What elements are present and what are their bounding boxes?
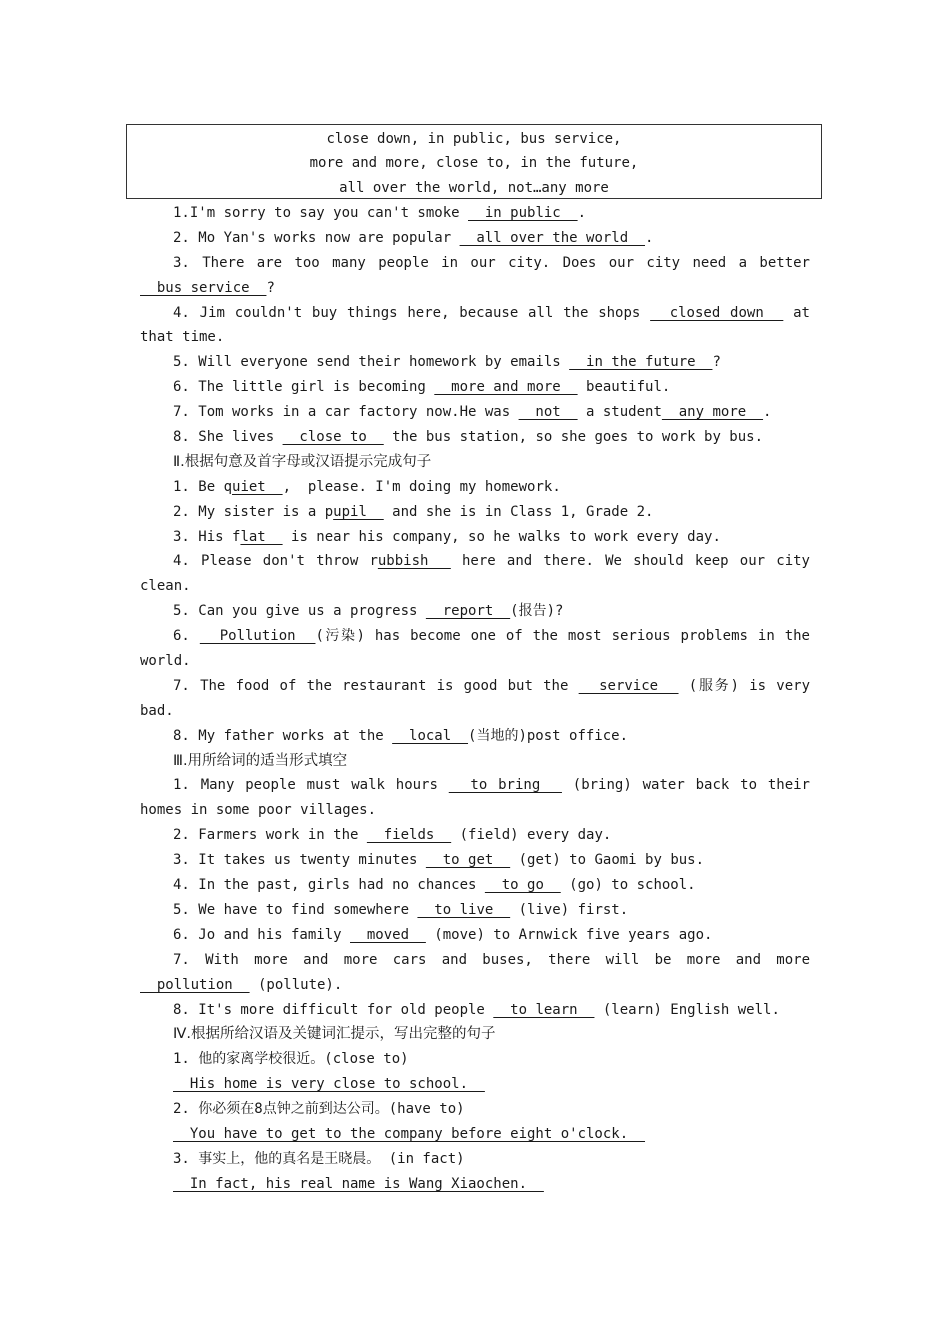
word-bank-line: close down, in public, bus service, (326, 131, 622, 147)
section-3-title: Ⅲ.用所给词的适当形式填空 (173, 752, 348, 769)
answer-blank: bus service (140, 279, 267, 296)
question-1-2: 2. Mo Yan's works now are popular all over the world . (173, 229, 654, 246)
question-1-1: 1.I'm sorry to say you can't smoke in public . (173, 205, 587, 221)
question-2-5: 5. Can you give us a progress report (报告)? (173, 603, 564, 620)
question-3-2: 2. Farmers work in the fields (field) every day. (173, 827, 612, 844)
question-2-3: 3. His flat is near his company, so he walks to work every day. (173, 528, 721, 545)
answer-blank: pollution (140, 976, 250, 993)
answer-blank: closed down (650, 304, 784, 321)
question-2-7-cont: bad. (140, 702, 174, 719)
answer-blank: more and more (434, 379, 578, 396)
question-3-7-cont: pollution (pollute). (140, 976, 343, 993)
question-3-3: 3. It takes us twenty minutes to get (get) to Gaomi by bus. (173, 852, 705, 869)
answer-blank: uiet (232, 478, 283, 495)
exercise-content (140, 201, 810, 1197)
answer-blank: lat (240, 528, 283, 545)
answer-blank: You have to get to the company before eight o'clock. (173, 1125, 646, 1142)
question-1-4: 4. Jim couldn't buy things here, because all the shops closed down at (173, 304, 810, 321)
answer-blank: In fact, his real name is Wang Xiaochen. (173, 1175, 544, 1192)
answer-4-3 (140, 1172, 810, 1197)
answer-blank: report (425, 603, 511, 620)
question-3-5: 5. We have to find somewhere to live (live) first. (173, 901, 629, 918)
question-4-1: 1. 他的家离学校很近。(close to) (173, 1051, 409, 1068)
question-3-6: 6. Jo and his family moved (move) to Arnwick five years ago. (173, 926, 713, 943)
answer-blank: in public (468, 205, 578, 221)
word-bank-line: more and more, close to, in the future, (309, 155, 639, 171)
answer-blank: to go (484, 877, 561, 894)
answer-blank: to live (417, 901, 511, 918)
answer-blank: not (518, 404, 578, 421)
answer-blank: in the future (569, 354, 713, 371)
question-2-1: 1. Be quiet , please. I'm doing my homework. (173, 478, 561, 495)
answer-blank: any more (661, 404, 764, 421)
question-3-1-cont: homes in some poor villages. (140, 802, 377, 819)
question-2-4: 4. Please don't throw rubbish here and there. We should keep our city (173, 553, 810, 570)
question-2-7: 7. The food of the restaurant is good but the service (服务) is very (173, 677, 810, 694)
answer-4-1 (140, 1072, 810, 1097)
word-bank-line: all over the world, not…any more (339, 180, 609, 196)
section-4-title: Ⅳ.根据所给汉语及关键词汇提示，写出完整的句子 (173, 1026, 496, 1043)
answer-blank: service (578, 677, 679, 694)
question-1-6: 6. The little girl is becoming more and more beautiful. (173, 379, 671, 396)
question-4-3: 3. 事实上，他的真名是王晓晨。 (in fact) (173, 1150, 465, 1167)
question-1-4-cont: that time. (140, 329, 225, 346)
answer-blank: fields (366, 827, 452, 844)
question-2-6-cont: world. (140, 653, 191, 670)
answer-blank: moved (350, 926, 426, 943)
question-4-2: 2. 你必须在8点钟之前到达公司。(have to) (173, 1101, 465, 1118)
question-1-7: 7. Tom works in a car factory now.He was not a student any more . (173, 404, 772, 421)
question-3-1: 1. Many people must walk hours to bring (bring) water back to their (173, 777, 810, 794)
answer-blank: all over the world (459, 229, 646, 246)
question-1-5: 5. Will everyone send their homework by emails in the future ? (173, 354, 721, 371)
question-1-3-cont: bus service ? (140, 279, 275, 296)
word-bank-box (126, 124, 822, 199)
question-1-8: 8. She lives close to the bus station, so she goes to work by bus. (173, 429, 764, 446)
question-3-4: 4. In the past, girls had no chances to go (go) to school. (173, 877, 696, 894)
answer-blank: ubbish (377, 553, 451, 570)
question-2-6: 6. Pollution (污染) has become one of the most serious problems in the (173, 628, 810, 645)
answer-blank: local (392, 727, 469, 744)
answer-blank: to learn (493, 1001, 595, 1018)
question-1-3: 3. There are too many people in our city. Does our city need a better (173, 254, 810, 271)
question-3-8: 8. It's more difficult for old people to learn (learn) English well. (173, 1001, 780, 1018)
answer-blank: to get (425, 852, 511, 869)
answer-blank: Pollution (199, 628, 316, 645)
answer-blank: close to (282, 429, 384, 446)
section-2-title: Ⅱ.根据句意及首字母或汉语提示完成句子 (173, 453, 432, 470)
answer-4-2 (140, 1122, 810, 1147)
question-2-4-cont: clean. (140, 578, 191, 595)
answer-blank: upil (333, 503, 384, 520)
question-2-8: 8. My father works at the local (当地的)post office. (173, 727, 629, 744)
answer-blank: to bring (448, 777, 562, 794)
answer-blank: His home is very close to school. (173, 1076, 485, 1093)
question-2-2: 2. My sister is a pupil and she is in Class 1, Grade 2. (173, 503, 654, 520)
question-3-7: 7. With more and more cars and buses, there will be more and more (173, 951, 810, 968)
